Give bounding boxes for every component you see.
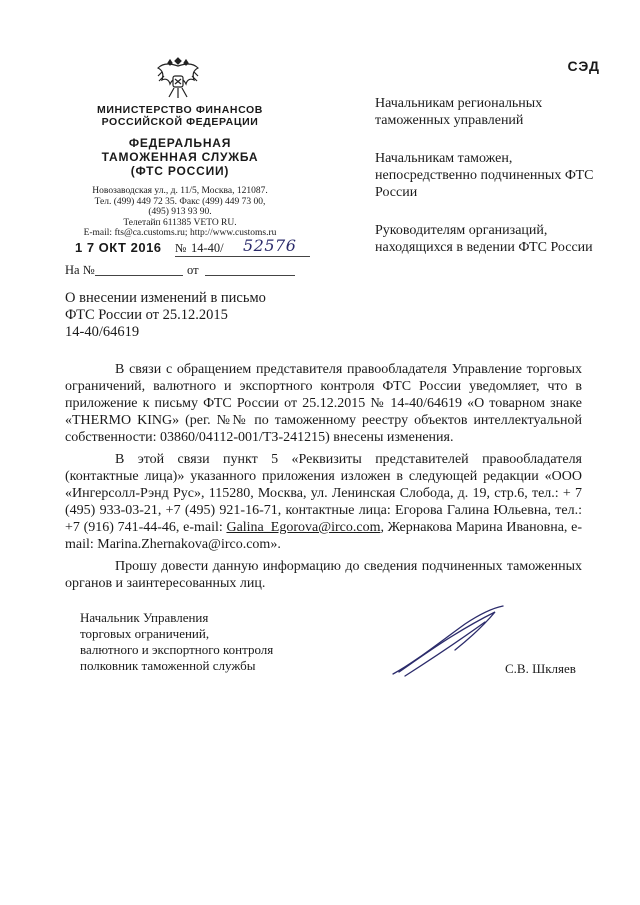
addressee: Начальникам региональных таможенных управлений bbox=[375, 96, 543, 128]
position-line: торговых ограничений, bbox=[80, 626, 210, 641]
position-line: Начальник Управления bbox=[80, 610, 209, 625]
position-line: валютного и экспортного контроля bbox=[80, 642, 274, 657]
signer-name: С.В. Шкляев bbox=[505, 661, 576, 676]
service-name bbox=[60, 136, 300, 178]
sender-letterhead bbox=[60, 104, 300, 239]
addressee: Начальникам таможен, непосредственно подчиненных ФТС России bbox=[375, 151, 594, 200]
body-paragraph: В связи с обращением представителя правообладателя Управление торговых ограничений, валютного и экспортного контроля ФТС России уведомляет, что в приложение к письму ФТС России от 25.12.2015 № 14-40/64619 «О товарном знаке «THERMO KING» (рег. №№ по таможенному реестру объектов интеллектуальной собственности: 03860/04112-001/ТЗ-241215) внесены изменения. bbox=[65, 362, 582, 445]
reply-number-blank bbox=[95, 275, 183, 276]
coat-of-arms-emblem bbox=[152, 52, 204, 104]
letter-subject bbox=[65, 290, 365, 341]
ministry-line: РОССИЙСКОЙ ФЕДЕРАЦИИ bbox=[101, 116, 259, 128]
reply-date-label: от bbox=[187, 263, 199, 277]
addressee-list bbox=[375, 95, 615, 277]
registration-underline bbox=[175, 256, 310, 257]
service-line: ФЕДЕРАЛЬНАЯ bbox=[128, 136, 232, 150]
body-text: В этой связи пункт 5 «Реквизиты представителей правообладателя (контактные лица)» указанного приложения изложен в следующей редакции «ООО «Ингерсолл-Рэнд Рус», 115280, Москва, ул. Ленинская Слобода, д. 19, стр.6, тел.: + 7 (495) 933-03-21, +7 (495) 921-16-71, контактные лица: Егорова Галина Юльевна, тел.: +7 (916) 741-44-46, e-mail: bbox=[65, 452, 582, 535]
contact-line: Телетайп 611385 VETO RU. bbox=[123, 217, 237, 228]
subject-line: О внесении изменений в письмо bbox=[65, 290, 266, 306]
subject-line: 14-40/64619 bbox=[65, 324, 140, 340]
reply-number-label: На № bbox=[65, 263, 95, 277]
service-line: ТАМОЖЕННАЯ СЛУЖБА bbox=[101, 150, 259, 164]
registration-number-label: № bbox=[175, 241, 187, 255]
reply-date-blank bbox=[205, 275, 295, 276]
contact-line: E-mail: fts@ca.customs.ru; http://www.customs.ru bbox=[83, 228, 277, 238]
reply-reference bbox=[65, 263, 305, 279]
body-paragraph bbox=[65, 451, 582, 553]
letter-body bbox=[65, 361, 582, 597]
contact-line: Тел. (499) 449 72 35. Факс (499) 449 73 00, bbox=[94, 196, 266, 207]
registration-line bbox=[75, 236, 310, 260]
subject-line: ФТС России от 25.12.2015 bbox=[65, 307, 228, 323]
ministry-line: МИНИСТЕРСТВО ФИНАНСОВ bbox=[97, 104, 263, 116]
document-system-code: СЭД bbox=[567, 58, 600, 74]
body-paragraph: Прошу довести данную информацию до сведения подчиненных таможенных органов и заинтересованных лиц. bbox=[65, 559, 582, 591]
contact-line: Новозаводская ул., д. 11/5, Москва, 121087. bbox=[92, 186, 268, 196]
service-line: (ФТС РОССИИ) bbox=[130, 164, 230, 178]
registration-number-prefix: 14-40/ bbox=[191, 241, 224, 255]
email-link[interactable]: Galina_Egorova@irco.com bbox=[226, 520, 381, 535]
position-line: полковник таможенной службы bbox=[80, 658, 256, 673]
body-text: , Жернакова Марина Ивановна, e-mail: Marina.Zhernakova@irco.com». bbox=[65, 520, 582, 552]
ministry-name bbox=[60, 104, 300, 128]
registration-number-handwritten: 52576 bbox=[243, 236, 297, 255]
registration-date-stamp: 1 7 ОКТ 2016 bbox=[75, 240, 162, 255]
handwritten-signature bbox=[385, 602, 515, 682]
contact-line: (495) 913 93 90. bbox=[148, 207, 212, 217]
addressee: Руководителям организаций, находящихся в ведении ФТС России bbox=[375, 223, 593, 255]
signatory-position bbox=[80, 610, 340, 674]
sender-contacts bbox=[60, 186, 300, 239]
